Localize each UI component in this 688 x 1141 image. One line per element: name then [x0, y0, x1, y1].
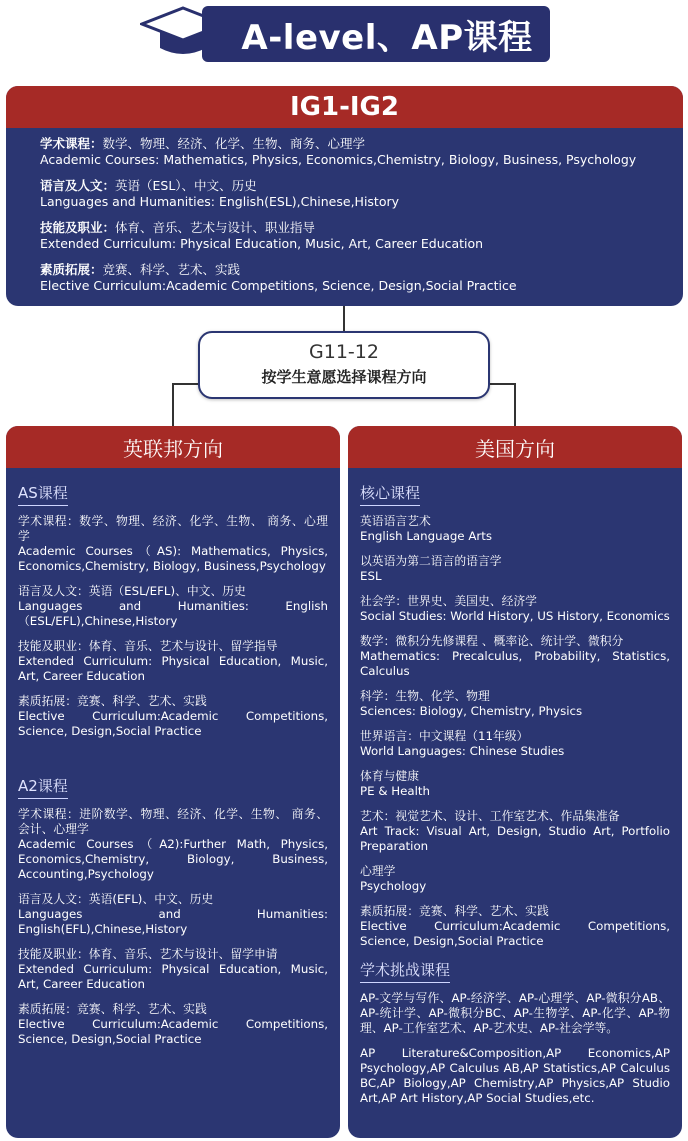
- section-label: 技能及职业：: [40, 220, 116, 235]
- uk-panel: [6, 426, 340, 1138]
- course-block: [18, 584, 328, 629]
- block-zh: 语言及人文：英语（ESL/EFL)、中文、历史: [18, 584, 246, 598]
- block-en: Elective Curriculum:Academic Competitions, Science, Design,Social Practice: [360, 919, 670, 948]
- block-en: Mathematics: Precalculus, Probability, Statistics, Calculus: [360, 649, 670, 678]
- block-zh: 科学：生物、化学、物理: [360, 689, 490, 703]
- connector-line: [172, 383, 199, 385]
- block-en: Extended Curriculum: Physical Education, Music, Art, Career Education: [18, 962, 328, 991]
- block-zh: 素质拓展：竞赛、科学、艺术、实践: [360, 904, 549, 918]
- ap-list-zh: AP-文学与写作、AP-经济学、AP-心理学、AP-微积分AB、AP-统计学、AP-微积分BC、AP-生物学、AP-化学、AP-物理、AP-工作室艺术、AP-艺术史、AP-社会学等。: [360, 991, 670, 1035]
- course-block: [18, 639, 328, 684]
- ig-section: [40, 220, 649, 252]
- section-zh: 数学、物理、经济、化学、生物、商务、心理学: [102, 136, 366, 151]
- course-block: [360, 864, 670, 894]
- block-zh: 心理学: [360, 864, 396, 878]
- connector-line: [514, 383, 516, 427]
- ig-title: IG1-IG2: [6, 86, 683, 128]
- block-en: Social Studies: World History, US History, Economics: [360, 609, 670, 623]
- us-panel: [348, 426, 682, 1138]
- course-block: [360, 594, 670, 624]
- block-zh: 体育与健康: [360, 769, 419, 783]
- block-zh: 学术课程：进阶数学、物理、经济、化学、生物、 商务、会计、心理学: [18, 807, 328, 836]
- block-zh: 素质拓展：竞赛、科学、艺术、实践: [18, 694, 207, 708]
- block-en: Languages and Humanities: English(EFL),Chinese,History: [18, 907, 328, 936]
- block-en: Academic Courses（A2):Further Math, Physics, Economics,Chemistry, Biology, Business, Accounting,Psychology: [18, 837, 328, 881]
- grade-label: G11-12: [309, 341, 379, 363]
- course-block: [360, 689, 670, 719]
- section-zh: 竞赛、科学、艺术、实践: [102, 262, 241, 277]
- section-en: Academic Courses: Mathematics, Physics, Economics,Chemistry, Biology, Business, Psychology: [40, 152, 637, 167]
- connector-line: [489, 383, 516, 385]
- a2-title: A2课程: [18, 775, 68, 799]
- ig-panel: [6, 86, 683, 306]
- page-title: A-level、AP课程: [241, 17, 533, 58]
- block-zh: 技能及职业：体育、音乐、艺术与设计、留学指导: [18, 639, 278, 653]
- course-block: [360, 904, 670, 949]
- block-zh: 技能及职业：体育、音乐、艺术与设计、留学申请: [18, 947, 278, 961]
- title-bar: [202, 6, 550, 62]
- block-zh: 语言及人文：英语(EFL)、中文、历史: [18, 892, 214, 906]
- block-zh: 世界语言：中文课程（11年级）: [360, 729, 529, 743]
- section-zh: 体育、音乐、艺术与设计、职业指导: [115, 220, 316, 235]
- block-en: World Languages: Chinese Studies: [360, 744, 565, 758]
- header: [140, 4, 550, 62]
- block-zh: 以英语为第二语言的语言学: [360, 554, 502, 568]
- us-title: 美国方向: [348, 426, 682, 468]
- block-zh: 艺术：视觉艺术、设计、工作室艺术、作品集准备: [360, 809, 620, 823]
- block-zh: 英语语言艺术: [360, 514, 431, 528]
- section-en: Languages and Humanities: English(ESL),Chinese,History: [40, 194, 400, 209]
- uk-title: 英联邦方向: [6, 426, 340, 468]
- block-en: ESL: [360, 569, 382, 583]
- block-zh: 素质拓展：竞赛、科学、艺术、实践: [18, 1002, 207, 1016]
- core-title: 核心课程: [360, 482, 420, 506]
- block-en: English Language Arts: [360, 529, 493, 543]
- course-block: [360, 729, 670, 759]
- course-block: [18, 1002, 328, 1047]
- block-en: Languages and Humanities: English（ESL/EFL),Chinese,History: [18, 599, 328, 628]
- section-en: Elective Curriculum:Academic Competitions, Science, Design,Social Practice: [40, 278, 517, 293]
- course-block: [18, 807, 328, 882]
- block-en: Art Track: Visual Art, Design, Studio Art, Portfolio Preparation: [360, 824, 670, 853]
- section-label: 语言及人文：: [40, 178, 116, 193]
- course-block: [360, 514, 670, 544]
- course-block: [360, 554, 670, 584]
- us-body: [348, 468, 682, 1106]
- block-en: Elective Curriculum:Academic Competitions, Science, Design,Social Practice: [18, 709, 328, 738]
- course-block: [18, 694, 328, 739]
- block-zh: 数学：微积分先修课程 、概率论、统计学、微积分: [360, 634, 624, 648]
- section-label: 素质拓展：: [40, 262, 103, 277]
- section-en: Extended Curriculum: Physical Education, Music, Art, Career Education: [40, 236, 484, 251]
- course-block: [360, 634, 670, 679]
- ig-section: [40, 262, 649, 294]
- course-block: [18, 892, 328, 937]
- course-block: [360, 769, 670, 799]
- block-en: Elective Curriculum:Academic Competitions, Science, Design,Social Practice: [18, 1017, 328, 1046]
- grade-box: [198, 331, 490, 399]
- block-zh: 社会学：世界史、美国史、经济学: [360, 594, 537, 608]
- block-zh: 学术课程：数学、物理、经济、化学、生物、 商务、心理学: [18, 514, 328, 543]
- ap-title: 学术挑战课程: [360, 959, 450, 983]
- ig-section: [40, 136, 649, 168]
- section-zh: 英语（ESL）、中文、历史: [115, 178, 257, 193]
- ap-list-en: AP Literature&Composition,AP Economics,AP Psychology,AP Calculus AB,AP Statistics,AP Calculus BC,AP Biology,AP Chemistry,AP Physics,AP Studio Art,AP Art History,AP Social Studies,etc.: [360, 1046, 670, 1105]
- uk-body: [6, 468, 340, 1047]
- connector-line: [343, 306, 345, 332]
- block-en: PE & Health: [360, 784, 431, 798]
- block-en: Extended Curriculum: Physical Education, Music, Art, Career Education: [18, 654, 328, 683]
- grade-subtitle: 按学生意愿选择课程方向: [261, 368, 427, 386]
- block-en: Sciences: Biology, Chemistry, Physics: [360, 704, 583, 718]
- ig-body: [6, 128, 683, 294]
- connector-line: [172, 383, 174, 427]
- course-block: [360, 809, 670, 854]
- course-block: [18, 947, 328, 992]
- section-label: 学术课程：: [40, 136, 103, 151]
- ig-section: [40, 178, 649, 210]
- block-en: Academic Courses（AS): Mathematics, Physics, Economics,Chemistry, Biology, Business,Psychology: [18, 544, 328, 573]
- course-block: [18, 514, 328, 574]
- block-en: Psychology: [360, 879, 427, 893]
- as-title: AS课程: [18, 482, 68, 506]
